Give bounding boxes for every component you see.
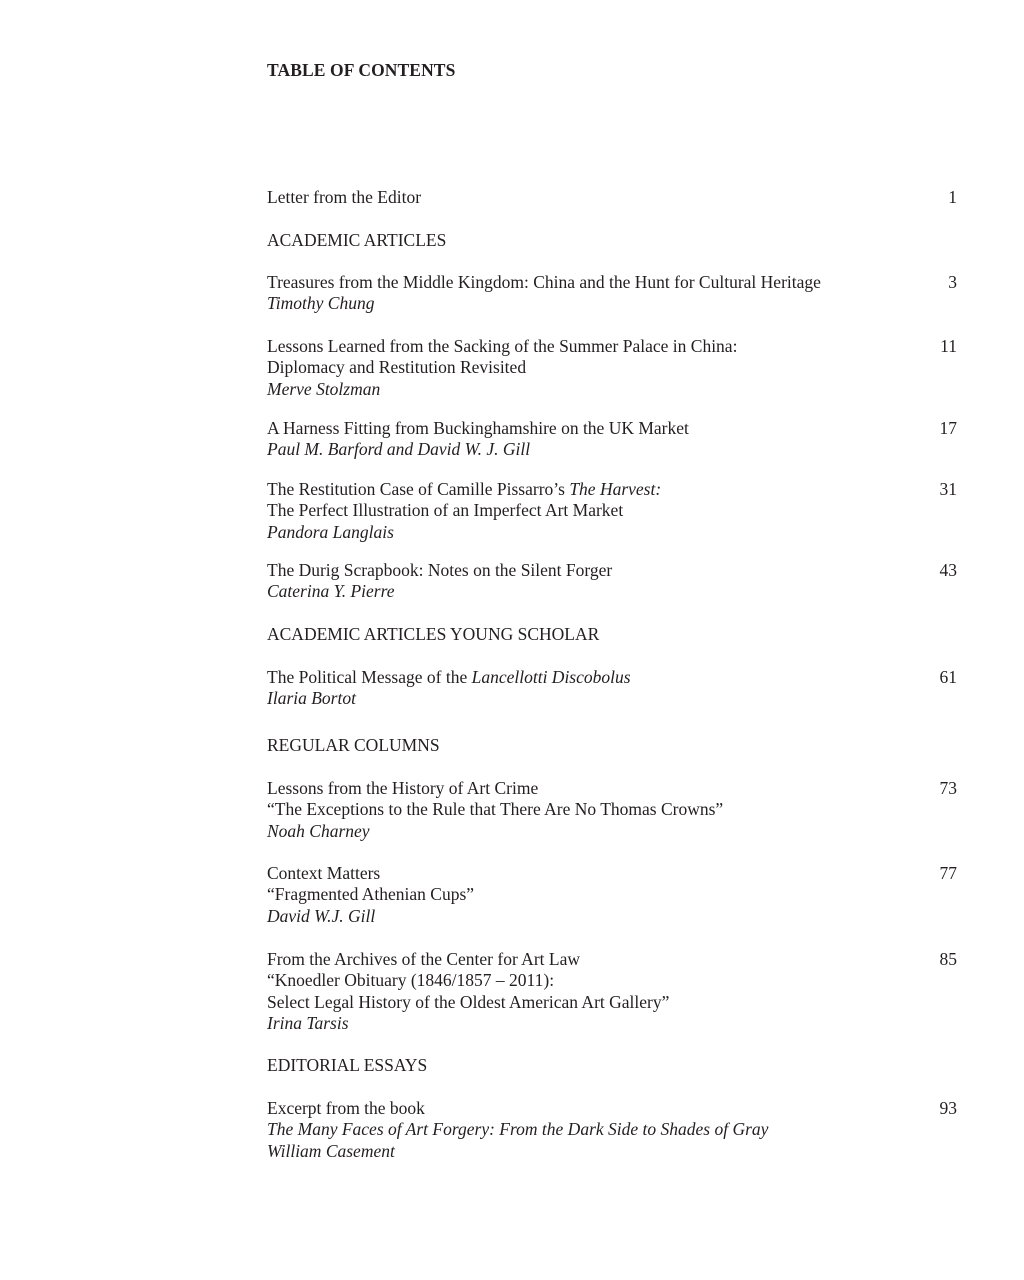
entry-author: Paul M. Barford and David W. J. Gill (267, 439, 531, 460)
section-heading-regular: REGULAR COLUMNS (267, 735, 440, 755)
entry-subtitle: “Fragmented Athenian Cups” (267, 884, 475, 905)
entry-author: Irina Tarsis (267, 1012, 349, 1033)
entry-title: Lessons from the History of Art Crime (267, 778, 539, 798)
entry-book-title: The Many Faces of Art Forgery: From the Dark Side to Shades of Gray (267, 1119, 769, 1140)
entry-title: Excerpt from the book (267, 1098, 425, 1118)
entry-title-italic: Lancellotti Discobolus (471, 667, 631, 687)
section-heading-young-scholar: ACADEMIC ARTICLES YOUNG SCHOLAR (267, 624, 600, 644)
entry-page-number: 31 (939, 479, 957, 499)
toc-entry-pierre[interactable] (267, 560, 957, 603)
entry-page-number: 11 (940, 336, 957, 356)
entry-page-number: 43 (939, 560, 957, 580)
entry-page-number: 77 (939, 863, 957, 883)
toc-entry-langlais[interactable] (267, 479, 957, 543)
entry-page-number: 85 (939, 949, 957, 969)
toc-entry-stolzman[interactable] (267, 336, 957, 400)
toc-entry-barford[interactable] (267, 418, 957, 461)
entry-page-number: 73 (939, 778, 957, 798)
entry-title-italic: The Harvest: (569, 479, 662, 499)
entry-author: Timothy Chung (267, 293, 375, 314)
entry-subtitle: Diplomacy and Restitution Revisited (267, 357, 527, 378)
entry-title-text: The Restitution Case of Camille Pissarro’s (267, 479, 570, 499)
entry-title (267, 479, 957, 500)
entry-title: From the Archives of the Center for Art Law (267, 949, 580, 969)
entry-page-number: 93 (939, 1098, 957, 1118)
entry-page-number: 17 (939, 418, 957, 438)
entry-title: The Durig Scrapbook: Notes on the Silent Forger (267, 560, 613, 580)
toc-entry-charney[interactable] (267, 778, 957, 842)
entry-subtitle: Select Legal History of the Oldest American Art Gallery” (267, 991, 670, 1012)
toc-entry-gill[interactable] (267, 863, 957, 927)
toc-page (267, 0, 957, 1280)
entry-author: William Casement (267, 1140, 395, 1161)
entry-title: Lessons Learned from the Sacking of the Summer Palace in China: (267, 336, 738, 356)
entry-author: Ilaria Bortot (267, 688, 356, 709)
toc-entry-chung[interactable] (267, 272, 957, 315)
entry-subtitle: “Knoedler Obituary (1846/1857 – 2011): (267, 970, 555, 991)
toc-entry-letter[interactable] (267, 187, 957, 208)
entry-title: Context Matters (267, 863, 381, 883)
entry-subtitle: “The Exceptions to the Rule that There Are No Thomas Crowns” (267, 799, 724, 820)
section-heading-editorial: EDITORIAL ESSAYS (267, 1055, 428, 1075)
entry-author: Caterina Y. Pierre (267, 581, 395, 602)
page-title: TABLE OF CONTENTS (267, 60, 456, 80)
entry-page-number: 61 (939, 667, 957, 687)
toc-entry-bortot[interactable] (267, 667, 957, 710)
entry-author: David W.J. Gill (267, 905, 376, 926)
toc-entry-casement[interactable] (267, 1098, 957, 1162)
entry-title: Treasures from the Middle Kingdom: China and the Hunt for Cultural Heritage (267, 272, 821, 292)
entry-author: Merve Stolzman (267, 378, 381, 399)
entry-title: Letter from the Editor (267, 187, 422, 207)
entry-author: Noah Charney (267, 820, 370, 841)
entry-title (267, 667, 957, 688)
toc-entry-tarsis[interactable] (267, 949, 957, 1034)
entry-subtitle: The Perfect Illustration of an Imperfect Art Market (267, 500, 624, 521)
entry-page-number: 3 (948, 272, 957, 292)
entry-title-text: The Political Message of the (267, 667, 472, 687)
entry-page-number: 1 (948, 187, 957, 207)
entry-author: Pandora Langlais (267, 521, 394, 542)
section-heading-academic: ACADEMIC ARTICLES (267, 230, 447, 250)
entry-title: A Harness Fitting from Buckinghamshire on the UK Market (267, 418, 689, 438)
